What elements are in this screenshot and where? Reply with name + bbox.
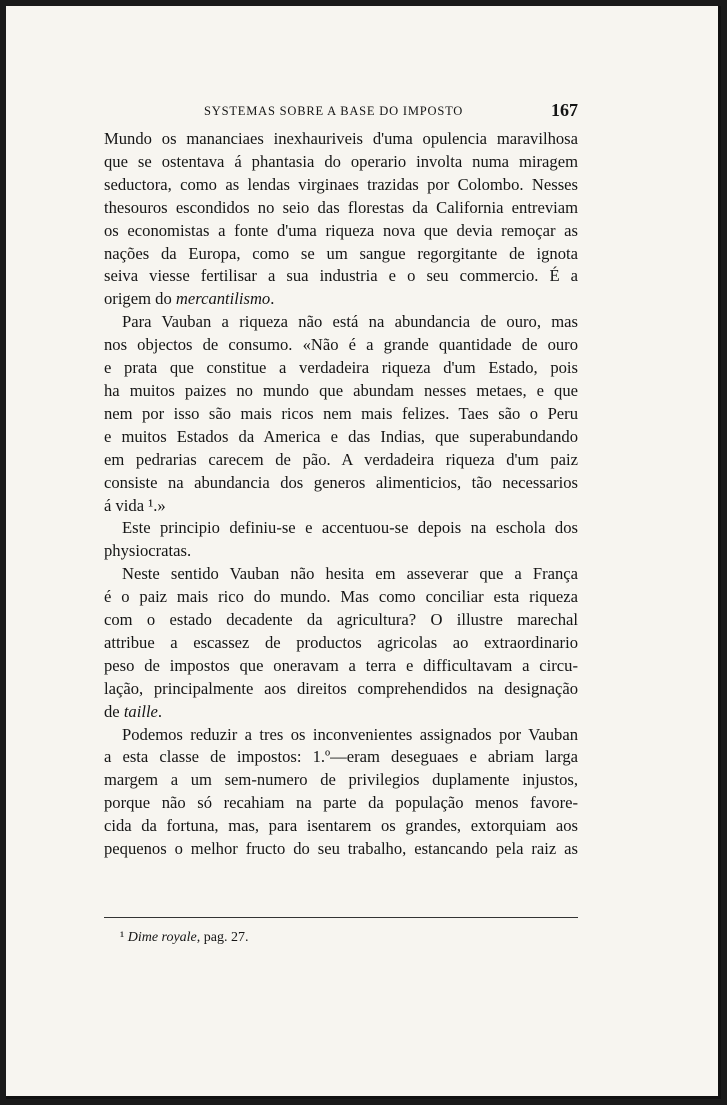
text-line: seiva viesse fertilisar a sua industria e o seu commercio. É a — [104, 266, 578, 286]
text-line: thesouros escondidos no seio das florestas da California entreviam — [104, 197, 578, 217]
text-line: em pedrarias carecem de pão. A verdadeira riqueza d'um paiz — [104, 449, 578, 469]
text-line: é o paiz mais rico do mundo. Mas como conciliar esta riqueza — [104, 587, 578, 607]
text-line: e muitos Estados da America e das Indias, que superabundando — [104, 426, 578, 446]
book-page — [6, 6, 721, 1099]
text-line: consiste na abundancia dos generos alimenticios, tão necessarios — [104, 472, 578, 492]
text-line: que se ostentava á phantasia do operario involta numa miragem — [104, 151, 578, 171]
footnote-marker: ¹ — [120, 930, 125, 945]
text-line: margem a um sem-numero de privilegios duplamente injustos, — [104, 770, 578, 790]
text-line: attribue a escassez de productos agricolas ao extraordinario — [104, 632, 578, 652]
text-line: cida da fortuna, mas, para isentarem os grandes, extorquiam aos — [104, 816, 578, 836]
text-line: lação, principalmente aos direitos comprehendidos na designação — [104, 678, 578, 698]
text-line: e prata que constitue a verdadeira riqueza d'um Estado, pois — [104, 358, 578, 378]
text-line: Mundo os mananciaes inexhauriveis d'uma opulencia maravilhosa — [104, 129, 578, 148]
page-header — [104, 100, 578, 128]
footnote-divider — [104, 917, 578, 918]
text-line: Neste sentido Vauban não hesita em asseverar que a França — [122, 564, 578, 584]
text-line: com o estado decadente da agricultura? O illustre marechal — [104, 610, 578, 630]
text-line: de taille. — [104, 701, 163, 721]
text-line: peso de impostos que oneravam a terra e difficultavam a circu- — [104, 655, 578, 675]
text-line: nem por isso são mais ricos nem mais felizes. Taes são o Peru — [104, 403, 578, 423]
footnote-title: Dime royale — [127, 930, 197, 945]
text-line: ha muitos paizes no mundo que abundam nesses metaes, e que — [104, 380, 578, 400]
text-line: seductora, como as lendas virginaes trazidas por Colombo. Nesses — [104, 174, 578, 194]
text-line: Para Vauban a riqueza não está na abundancia de ouro, mas — [122, 312, 578, 332]
text-line: os economistas a fonte d'uma riqueza nova que devia remoçar as — [104, 220, 578, 240]
text-line: nações da Europa, como se um sangue regorgitante de ignota — [104, 243, 578, 263]
text-line: porque não só recahiam na parte da população menos favore- — [104, 793, 578, 813]
text-line: a esta classe de impostos: 1.º—eram deseguaes e abriam larga — [104, 747, 578, 767]
text-line: nos objectos de consumo. «Não é a grande quantidade de ouro — [104, 335, 578, 355]
text-line: pequenos o melhor fructo do seu trabalho, estancando pela raiz as — [104, 839, 578, 859]
text-line: Este principio definiu-se e accentuou-se depois na eschola dos — [122, 518, 578, 538]
text-line: physiocratas. — [104, 541, 192, 561]
page-number: 167 — [551, 100, 578, 120]
footnote — [120, 930, 249, 946]
text-line: á vida ¹.» — [104, 495, 166, 515]
text-line: Podemos reduzir a tres os inconvenientes assignados por Vauban — [122, 724, 578, 744]
running-head: SYSTEMAS SOBRE A BASE DO IMPOSTO — [204, 104, 464, 118]
text-line: origem do mercantilismo. — [104, 289, 275, 309]
footnote-text: , pag. 27. — [196, 930, 249, 945]
body-text — [104, 128, 578, 861]
